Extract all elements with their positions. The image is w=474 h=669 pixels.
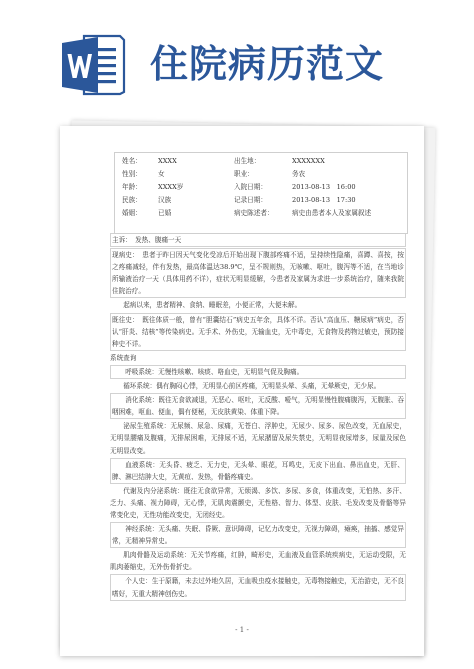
record-date-label: 记录日期：	[234, 196, 267, 204]
name-value: XXXX	[158, 157, 177, 165]
ethnic-value: 汉族	[158, 196, 172, 204]
blood-system: 血液系统：无头昏、疲乏、无力史，无头晕、眼花，耳鸣史，无皮下出血、鼻出血史，无肝、脾、淋巴结肿大史，无黄疸、发热，骨骼疼痛史。	[110, 458, 406, 484]
admit-date-label: 入院日期：	[234, 183, 267, 191]
present-illness: 现病史： 患者于昨日因天气变化受凉后开始出现下腹部疼痛不适，呈持续性隐痛，喜蹲、喜按，按之疼痛减轻，伴有发热，最高体温达38.9℃，呈不规则热，无咳嗽、呕吐，腹泻等不适，在当地诊所输液治疗一天（具体用药不详），症状无明显缓解，今患者及家属为求进一步系统治疗，随来我院住院治疗。	[110, 248, 406, 298]
endocrine-system: 代谢及内分泌系统：既往无食欲异常，无烦渴、多饮、多尿、多食，体重改变，无怕热、多汗、乏力、头痛、视力障碍，无心悸，无肌肉震颤史，无性格、智力、体型、皮肤、毛发改变及骨骼等异常变化史，无性功能改变史，无闭经史。	[110, 486, 406, 519]
chief-complaint: 主诉： 发热、腹痛一天	[110, 233, 406, 247]
musculoskeletal-system: 肌肉骨骼及运动系统：无关节疼痛，红肿，畸形史，无血液及血管系统疾病史，无运动受限，无肌肉萎缩史，无外伤骨折史。	[110, 551, 406, 572]
personal-history: 个人史：生于原籍，未去过外地久居，无血吸虫疫水接触史，无毒物接触史，无治游史，无不良嗜好，无重大精神创伤史。	[110, 574, 406, 600]
age-value: XXXX岁	[158, 183, 184, 191]
job-value: 务农	[292, 170, 306, 178]
patient-info-table	[110, 148, 406, 232]
urinary-system: 泌尿生殖系统：无尿频、尿急、尿痛，无苍白、浮肿史，无尿少、尿多、尿色改变，无血尿史，无明显腰痛及腹痛，无排尿困难，无排尿不适，无尿潴留及尿失禁史，无明显夜尿增多，尿量及尿色无明显改变。	[110, 422, 406, 455]
marital-value: 已婚	[158, 209, 172, 217]
birthplace-value: XXXXXXX	[292, 157, 325, 165]
banner	[0, 0, 474, 118]
sex-value: 女	[158, 170, 165, 178]
job-label: 职业：	[234, 170, 254, 178]
nervous-system: 神经系统：无头痛、失眠、昏厥、意识障碍，记忆力改变史，无视力障碍，瘫痪，抽搐、感觉异常，无精神异常史。	[110, 522, 406, 548]
age-label: 年龄：	[122, 183, 142, 191]
record-date-value: 2013-08-13 17:30	[292, 196, 356, 204]
admit-date-value: 2013-08-13 16:00	[292, 183, 356, 191]
birthplace-label: 出生地：	[234, 157, 261, 165]
page-number: - 1 -	[235, 626, 249, 634]
name-label: 姓名：	[122, 157, 142, 165]
word-doc-icon	[62, 34, 126, 96]
digestive-system: 消化系统：既往无食欲减退，无恶心、呕吐，无反酸、嗳气，无明显慢性腹痛腹泻，无腹胀、吞咽困难，呕血、便血，偶有便秘，无皮肤黄染、体重下降。	[110, 393, 406, 419]
circulatory-system: 循环系统：偶有胸闷心悸，无明显心前区疼痛，无明显头晕、头痛，无晕厥史，无少尿。	[123, 382, 381, 391]
record-content	[110, 148, 406, 602]
banner-title: 住院病历范文	[150, 42, 385, 86]
present-illness-cont: 起病以来，患者精神、食纳、睡眠差，小便正常，大便未解。	[123, 301, 302, 310]
narrator-label: 病史陈述者：	[234, 209, 274, 217]
past-history: 既往史： 既往体质一般，曾有“胆囊结石”病史五年余，具体不详。否认“高血压、糖尿病”病史，否认“肝炎、结核”等传染病史。无手术、外伤史，无输血史，无中毒史，无食物及药物过敏史，预防接种史不详。	[110, 313, 406, 351]
systems-review-title: 系统查询	[110, 353, 137, 362]
respiratory-system: 呼吸系统：无慢性咳嗽、咳痰、咯血史，无明显气促及胸痛。	[110, 365, 406, 379]
sex-label: 性别：	[122, 170, 142, 178]
ethnic-label: 民族：	[122, 196, 142, 204]
marital-label: 婚姻：	[122, 209, 142, 217]
narrator-value: 病史由患者本人及家属叙述	[292, 209, 372, 217]
document-page	[60, 126, 424, 656]
